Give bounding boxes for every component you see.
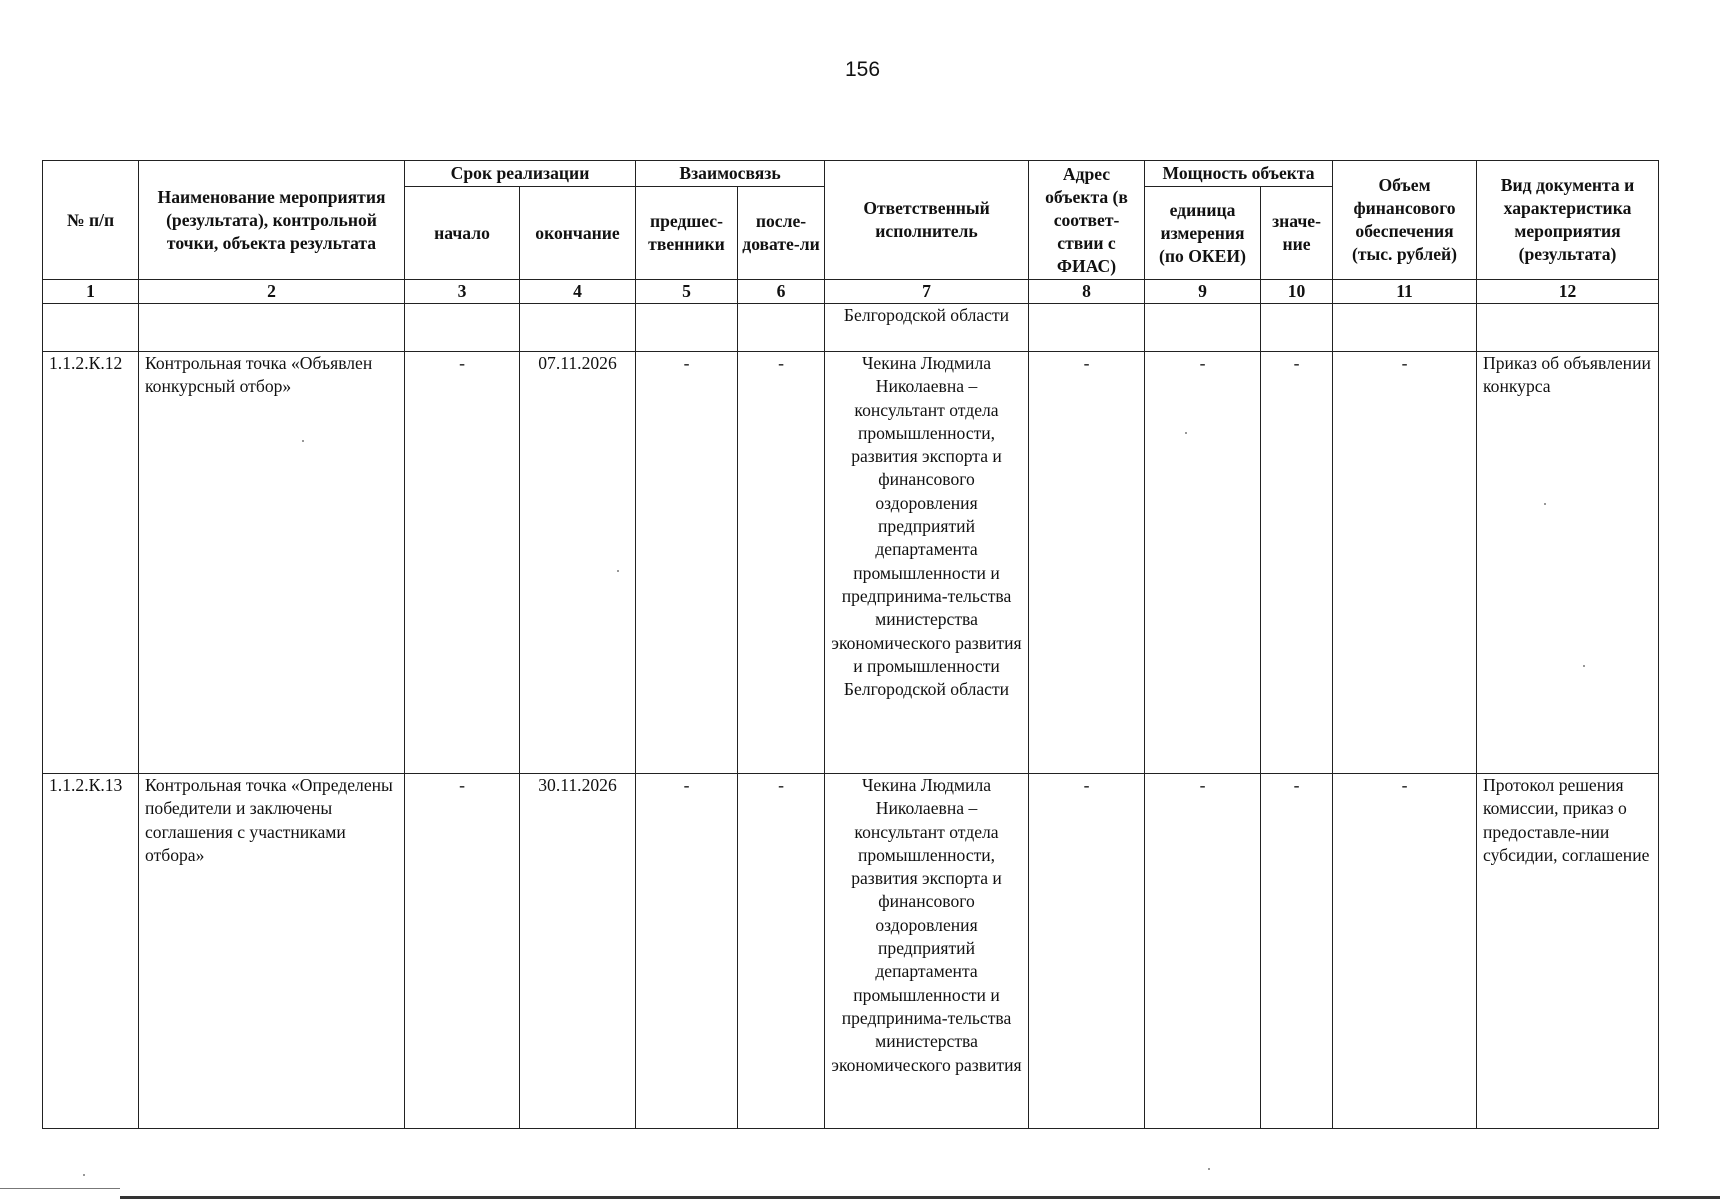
header-value: значе-ние — [1261, 187, 1333, 280]
cell-pred: - — [636, 352, 738, 774]
cell-start: - — [405, 352, 520, 774]
table-row — [43, 352, 1659, 774]
scan-artifact — [120, 1196, 1720, 1199]
scan-speck — [1185, 432, 1187, 434]
cell-succ: - — [738, 352, 825, 774]
header-capacity: Мощность объекта — [1145, 161, 1333, 187]
cell-succ: - — [738, 774, 825, 1129]
cell-responsible: Белгородской области — [825, 304, 1029, 352]
header-end: окончание — [520, 187, 636, 280]
scan-artifact — [0, 1188, 120, 1189]
column-number: 9 — [1145, 280, 1261, 304]
header-start: начало — [405, 187, 520, 280]
cell-end: 30.11.2026 — [520, 774, 636, 1129]
cell-pred: - — [636, 774, 738, 1129]
column-number: 7 — [825, 280, 1029, 304]
column-number: 10 — [1261, 280, 1333, 304]
scan-speck — [83, 1174, 85, 1176]
column-number: 5 — [636, 280, 738, 304]
cell-finance: - — [1333, 774, 1477, 1129]
cell-address: - — [1029, 774, 1145, 1129]
scan-speck — [1544, 503, 1546, 505]
column-number: 3 — [405, 280, 520, 304]
header-finance: Объем финансового обеспечения (тыс. рублей) — [1333, 161, 1477, 280]
header-name: Наименование мероприятия (результата), контрольной точки, объекта результата — [139, 161, 405, 280]
header-link: Взаимосвязь — [636, 161, 825, 187]
cell-code: 1.1.2.К.13 — [43, 774, 139, 1129]
cell-name: Контрольная точка «Объявлен конкурсный отбор» — [139, 352, 405, 774]
column-number: 4 — [520, 280, 636, 304]
cell-end: 07.11.2026 — [520, 352, 636, 774]
header-no: № п/п — [43, 161, 139, 280]
events-table — [42, 160, 1659, 1129]
cell-value: - — [1261, 774, 1333, 1129]
column-number: 2 — [139, 280, 405, 304]
cell-start: - — [405, 774, 520, 1129]
header-pred: предшес-твенники — [636, 187, 738, 280]
cell-value: - — [1261, 352, 1333, 774]
cell-doc-type: Протокол решения комиссии, приказ о предоставле-нии субсидии, соглашение — [1477, 774, 1659, 1129]
header-succ: после-довате-ли — [738, 187, 825, 280]
table-row-continuation — [43, 304, 1659, 352]
column-number: 6 — [738, 280, 825, 304]
column-number: 11 — [1333, 280, 1477, 304]
cell-address: - — [1029, 352, 1145, 774]
cell-doc-type: Приказ об объявлении конкурса — [1477, 352, 1659, 774]
scan-speck — [1208, 1168, 1210, 1170]
header-unit: единица измерения (по ОКЕИ) — [1145, 187, 1261, 280]
column-number: 1 — [43, 280, 139, 304]
cell-responsible: Чекина Людмила Николаевна – консультант отдела промышленности, развития экспорта и финансового оздоровления предприятий департамента промышленности и предпринима-тельства министерства экономического развития и промышленности Белгородской области — [825, 352, 1029, 774]
cell-unit: - — [1145, 774, 1261, 1129]
cell-finance: - — [1333, 352, 1477, 774]
header-doc-type: Вид документа и характеристика мероприятия (результата) — [1477, 161, 1659, 280]
table-row — [43, 774, 1659, 1129]
header-address: Адрес объекта (в соответ-ствии с ФИАС) — [1029, 161, 1145, 280]
header-responsible: Ответственный исполнитель — [825, 161, 1029, 280]
cell-unit: - — [1145, 352, 1261, 774]
cell-name: Контрольная точка «Определены победители и заключены соглашения с участниками отбора» — [139, 774, 405, 1129]
cell-responsible: Чекина Людмила Николаевна – консультант отдела промышленности, развития экспорта и финансового оздоровления предприятий департамента промышленности и предпринима-тельства министерства экономического развития — [825, 774, 1029, 1129]
header-period: Срок реализации — [405, 161, 636, 187]
cell-code: 1.1.2.К.12 — [43, 352, 139, 774]
scan-speck — [617, 570, 619, 572]
page-number: 156 — [844, 58, 881, 81]
column-number: 8 — [1029, 280, 1145, 304]
scan-speck — [1583, 665, 1585, 667]
column-number: 12 — [1477, 280, 1659, 304]
scan-speck — [302, 440, 304, 442]
